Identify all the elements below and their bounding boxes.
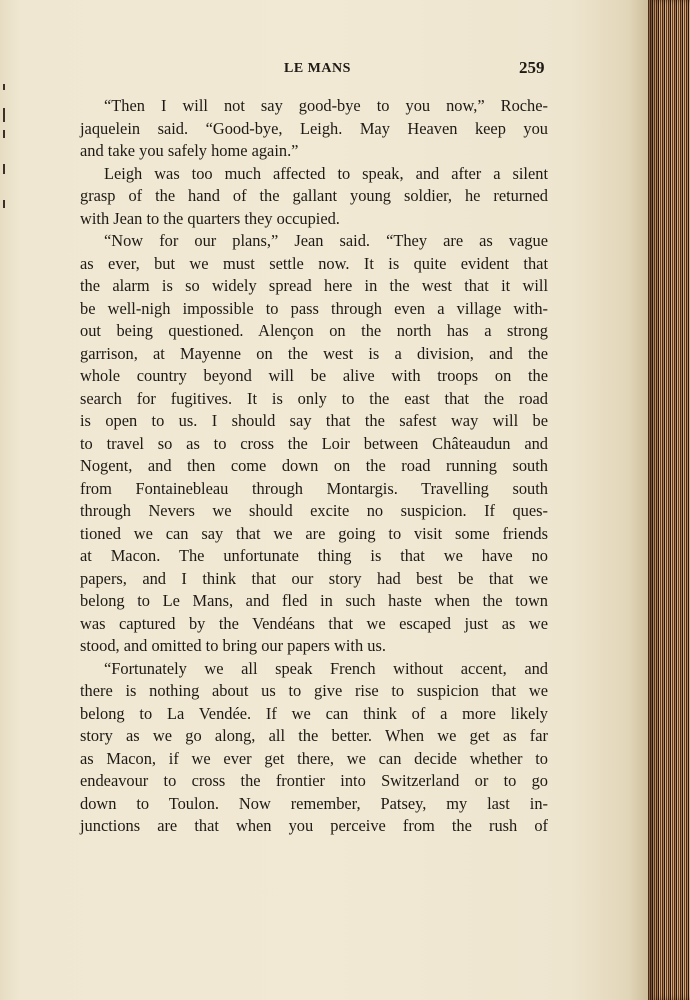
text-line: down to Toulon. Now remember, Patsey, my last in- [80, 793, 548, 813]
text-line: at Macon. The unfortunate thing is that we have no [80, 546, 548, 565]
text-line: junctions are that when you perceive from the rush of [80, 816, 548, 835]
text-line: jaquelein said. “Good-bye, Leigh. May Heaven keep you [80, 118, 548, 138]
margin-mark [3, 108, 5, 122]
text-line: Leigh was too much affected to speak, and after a silent [104, 163, 548, 183]
text-line: “Fortunately we all speak French without accent, and [104, 658, 548, 678]
running-title: LE MANS [284, 61, 351, 76]
text-line: from Fontainebleau through Montargis. Travelling south [80, 478, 548, 498]
text-line: tioned we can say that we are going to visit some friends [80, 523, 548, 543]
text-line: out being questioned. Alençon on the north has a strong [80, 321, 548, 340]
text-line: endeavour to cross the frontier into Switzerland or to go [80, 771, 548, 790]
text-line: to travel so as to cross the Loir between Châteaudun and [80, 433, 548, 453]
book-page-edges [648, 0, 690, 1000]
text-line: belong to La Vendée. If we can think of a more likely [80, 703, 548, 723]
text-line: through Nevers we should excite no suspicion. If ques- [80, 501, 548, 520]
text-line: garrison, at Mayenne on the west is a division, and the [80, 343, 548, 363]
text-line: be well-nigh impossible to pass through even a village with- [80, 298, 548, 318]
page-number: 259 [519, 58, 545, 77]
margin-mark [3, 164, 5, 174]
margin-mark [3, 84, 5, 90]
margin-mark [3, 200, 5, 208]
text-line: the alarm is so widely spread here in the west that it will [80, 276, 548, 295]
text-line: as Macon, if we ever get there, we can decide whether to [80, 748, 548, 768]
text-line: whole country beyond will be alive with troops on the [80, 366, 548, 385]
text-line: grasp of the hand of the gallant young soldier, he returned [80, 186, 548, 205]
text-line: “Then I will not say good-bye to you now,” Roche- [104, 96, 548, 115]
text-line: papers, and I think that our story had best be that we [80, 568, 548, 588]
text-line: story as we go along, all the better. When we get as far [80, 726, 548, 745]
text-line: stood, and omitted to bring our papers with us. [80, 636, 386, 655]
text-line: “Now for our plans,” Jean said. “They are as vague [104, 231, 548, 250]
text-line: search for fugitives. It is only to the east that the road [80, 388, 548, 408]
text-line: belong to Le Mans, and fled in such haste when the town [80, 591, 548, 610]
text-line: is open to us. I should say that the safest way will be [80, 411, 548, 430]
text-line: with Jean to the quarters they occupied. [80, 208, 340, 228]
text-line: Nogent, and then come down on the road running south [80, 456, 548, 475]
margin-mark [3, 130, 5, 138]
text-line: was captured by the Vendéans that we escaped just as we [80, 613, 548, 633]
text-line: as ever, but we must settle now. It is quite evident that [80, 253, 548, 273]
text-line: and take you safely home again.” [80, 141, 299, 160]
text-line: there is nothing about us to give rise to suspicion that we [80, 681, 548, 700]
